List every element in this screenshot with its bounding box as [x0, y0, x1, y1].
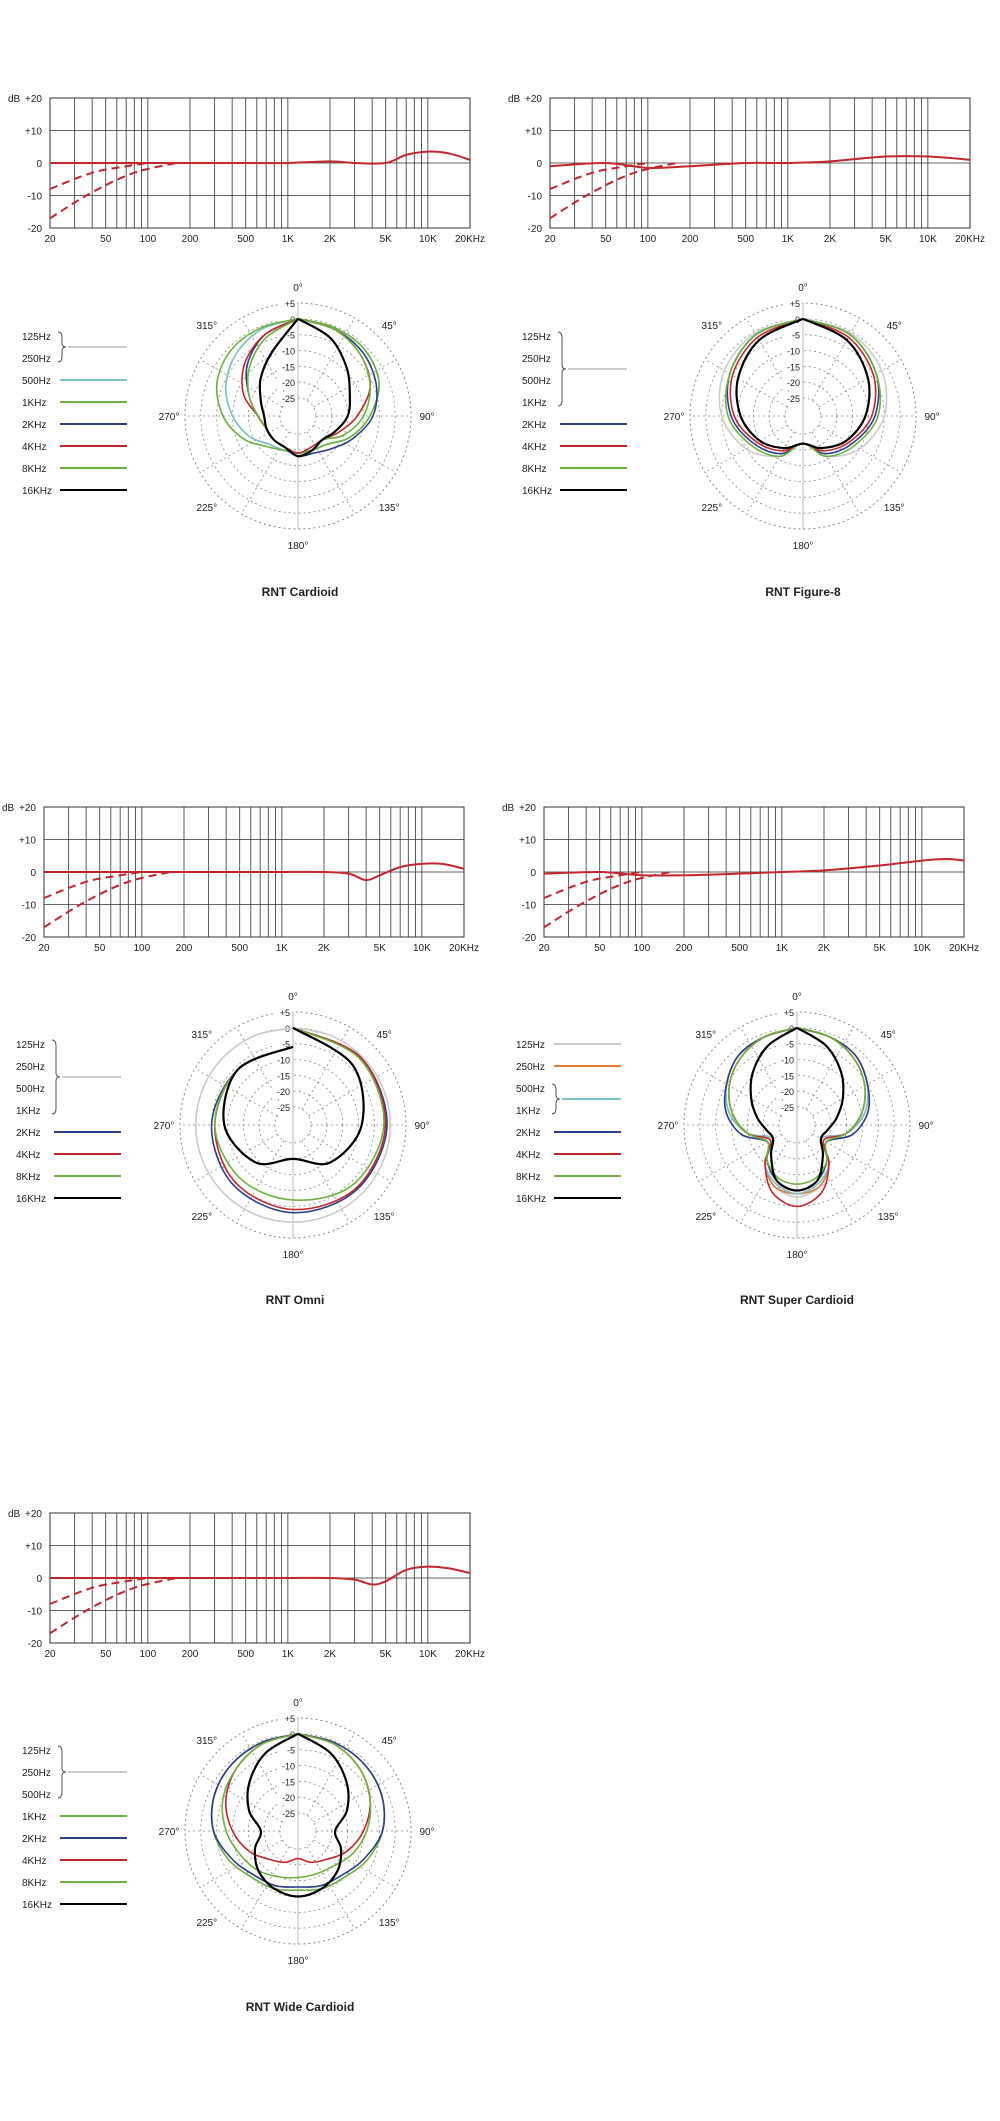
polar-angle-label: 90°	[918, 1121, 934, 1132]
fr-y-tick-label: +10	[519, 835, 536, 847]
polar-angle-label: 90°	[419, 1827, 435, 1838]
polar-angle-label: 0°	[798, 283, 808, 294]
frequency-response-chart	[8, 1509, 485, 1660]
frequency-response-chart	[2, 803, 479, 954]
legend-label: 2KHz	[522, 420, 547, 431]
chart-title: RNT Wide Cardioid	[245, 2000, 355, 2014]
polar-angle-label: 90°	[924, 412, 940, 423]
fr-y-tick-label: 0	[36, 1574, 42, 1585]
legend-label: 16KHz	[22, 1900, 53, 1911]
polar-db-tick-label: -10	[281, 346, 295, 357]
polar-pattern-chart	[159, 283, 435, 552]
fr-rolloff-line-2	[44, 872, 170, 927]
polar-db-tick-label: -15	[281, 1777, 295, 1788]
polar-legend	[522, 332, 627, 497]
fr-x-tick-label: 500	[731, 943, 749, 954]
fr-y-tick-label: 0	[536, 159, 542, 170]
fr-x-tick-label: 500	[737, 234, 755, 245]
fr-x-tick-label: 1K	[281, 234, 294, 245]
polar-db-tick-label: -5	[281, 1039, 290, 1050]
legend-label: 125Hz	[522, 332, 551, 343]
fr-y-tick-label: -10	[21, 900, 36, 912]
fr-y-tick-label: -20	[27, 224, 42, 235]
polar-angle-label: 135°	[373, 1212, 395, 1224]
polar-spoke	[242, 432, 289, 514]
fr-x-tick-label: 1K	[775, 943, 788, 954]
legend-label: 125Hz	[22, 1746, 51, 1757]
polar-pattern-chart	[658, 992, 934, 1261]
fr-x-tick-label: 1K	[781, 234, 794, 245]
chart-title: RNT Figure-8	[765, 585, 841, 599]
fr-y-tick-label: -20	[527, 224, 542, 235]
polar-db-tick-label: -5	[785, 1039, 794, 1050]
legend-label: 250Hz	[16, 1062, 45, 1073]
legend-label: 2KHz	[16, 1128, 41, 1139]
polar-pattern-line	[242, 319, 370, 453]
fr-x-tick-label: 5K	[873, 943, 886, 954]
polar-pattern-line	[260, 319, 350, 456]
fr-x-tick-label: 5K	[379, 234, 392, 245]
legend-label: 8KHz	[516, 1172, 541, 1183]
legend-label: 1KHz	[16, 1106, 41, 1117]
fr-rolloff-line-2	[50, 1578, 176, 1633]
polar-spoke	[806, 1027, 853, 1109]
fr-db-label: dB	[8, 1509, 21, 1520]
fr-x-tick-label: 2K	[317, 943, 331, 954]
polar-db-tick-label: -20	[281, 378, 295, 389]
polar-db-tick-label: -5	[286, 330, 295, 341]
fr-response-line	[544, 859, 964, 876]
mic-pattern-block-1	[8, 94, 485, 599]
polar-angle-label: 0°	[288, 992, 298, 1003]
polar-db-tick-label: -10	[786, 346, 800, 357]
fr-y-tick-label: -10	[27, 191, 42, 203]
polar-angle-label: 225°	[196, 1918, 218, 1930]
polar-db-tick-label: -15	[276, 1071, 290, 1082]
polar-spoke	[200, 1775, 282, 1822]
polar-db-tick-label: -25	[281, 393, 295, 404]
polar-angle-label: 45°	[381, 1735, 397, 1747]
legend-label: 125Hz	[516, 1040, 545, 1051]
fr-x-tick-label: 20KHz	[448, 943, 480, 954]
polar-angle-label: 270°	[663, 412, 685, 423]
fr-x-tick-label: 2K	[823, 234, 837, 245]
legend-label: 1KHz	[22, 1812, 47, 1823]
fr-x-tick-label: 20	[538, 943, 550, 954]
polar-pattern-chart	[154, 992, 430, 1261]
polar-angle-label: 315°	[701, 320, 723, 332]
fr-y-tick-label: +10	[25, 126, 42, 138]
fr-x-tick-label: 100	[139, 234, 157, 245]
legend-brace	[58, 332, 66, 362]
fr-x-tick-label: 10K	[412, 943, 431, 954]
legend-label: 4KHz	[516, 1150, 541, 1161]
polar-db-tick-label: -20	[786, 378, 800, 389]
legend-label: 500Hz	[522, 376, 551, 387]
fr-x-tick-label: 100	[133, 943, 151, 954]
fr-y-tick-label: 0	[530, 868, 536, 879]
fr-rolloff-line-2	[50, 163, 176, 218]
fr-rolloff-line-2	[544, 872, 670, 927]
fr-x-tick-label: 5K	[879, 234, 892, 245]
polar-db-tick-label: -15	[780, 1071, 794, 1082]
legend-label: 4KHz	[16, 1150, 41, 1161]
legend-label: 500Hz	[22, 1790, 51, 1801]
legend-label: 2KHz	[516, 1128, 541, 1139]
fr-x-tick-label: 1K	[281, 1649, 294, 1660]
polar-angle-label: 135°	[378, 503, 400, 515]
fr-x-tick-label: 200	[181, 234, 199, 245]
legend-label: 1KHz	[516, 1106, 541, 1117]
legend-label: 4KHz	[22, 442, 47, 453]
chart-title: RNT Super Cardioid	[739, 1293, 855, 1307]
fr-x-tick-label: 100	[633, 943, 651, 954]
legend-label: 2KHz	[22, 420, 47, 431]
fr-x-tick-label: 20	[44, 1649, 56, 1660]
polar-db-tick-label: 0	[284, 1023, 290, 1034]
fr-x-tick-label: 100	[139, 1649, 157, 1660]
legend-label: 125Hz	[22, 332, 51, 343]
fr-rolloff-line-1	[544, 872, 642, 898]
polar-angle-label: 315°	[695, 1029, 717, 1041]
mic-pattern-block-5	[8, 1509, 485, 2014]
fr-db-label: dB	[8, 94, 21, 105]
polar-angle-label: 180°	[792, 541, 814, 552]
polar-db-tick-label: +5	[284, 299, 295, 309]
polar-spoke	[307, 318, 354, 400]
fr-y-tick-label: +20	[25, 94, 42, 105]
polar-angle-label: 90°	[414, 1121, 430, 1132]
fr-rolloff-line-1	[50, 163, 148, 189]
polar-angle-label: 45°	[376, 1029, 392, 1041]
legend-label: 8KHz	[22, 1878, 47, 1889]
fr-x-tick-label: 20	[544, 234, 556, 245]
frequency-response-chart	[8, 94, 485, 245]
mic-pattern-block-4	[502, 803, 979, 1307]
polar-legend	[22, 332, 127, 497]
polar-db-tick-label: -15	[786, 362, 800, 373]
frequency-response-chart	[502, 803, 979, 954]
fr-x-tick-label: 20KHz	[454, 234, 486, 245]
legend-brace	[58, 1746, 66, 1798]
legend-label: 8KHz	[522, 464, 547, 475]
fr-rolloff-line-2	[550, 163, 676, 218]
fr-x-tick-label: 20	[38, 943, 50, 954]
fr-y-tick-label: -20	[21, 933, 36, 944]
polar-spoke	[314, 1840, 396, 1887]
fr-x-tick-label: 200	[675, 943, 693, 954]
legend-label: 8KHz	[22, 464, 47, 475]
polar-angle-label: 135°	[877, 1212, 899, 1224]
fr-x-tick-label: 2K	[817, 943, 831, 954]
fr-y-tick-label: -20	[27, 1639, 42, 1650]
fr-y-tick-label: +20	[19, 803, 36, 814]
legend-label: 8KHz	[16, 1172, 41, 1183]
mic-pattern-block-3	[2, 803, 479, 1307]
legend-label: 2KHz	[22, 1834, 47, 1845]
fr-x-tick-label: 500	[231, 943, 249, 954]
polar-db-tick-label: -15	[281, 362, 295, 373]
fr-response-line	[50, 152, 470, 164]
fr-x-tick-label: 500	[237, 234, 255, 245]
chart-title: RNT Omni	[265, 1293, 325, 1307]
polar-angle-label: 315°	[191, 1029, 213, 1041]
fr-x-tick-label: 20KHz	[454, 1649, 486, 1660]
polar-spoke	[195, 1069, 277, 1116]
mic-pattern-block-2	[508, 94, 985, 599]
legend-label: 500Hz	[516, 1084, 545, 1095]
legend-label: 1KHz	[22, 398, 47, 409]
fr-x-tick-label: 5K	[379, 1649, 392, 1660]
polar-angle-label: 180°	[287, 541, 309, 552]
polar-pattern-chart	[159, 1698, 435, 1967]
polar-legend	[516, 1040, 621, 1205]
legend-label: 4KHz	[22, 1856, 47, 1867]
legend-label: 1KHz	[522, 398, 547, 409]
legend-brace	[558, 332, 566, 406]
polar-angle-label: 90°	[419, 412, 435, 423]
fr-y-tick-label: -10	[521, 900, 536, 912]
fr-y-tick-label: -10	[27, 1606, 42, 1618]
polar-db-tick-label: -5	[286, 1745, 295, 1756]
fr-x-tick-label: 50	[600, 234, 612, 245]
legend-brace	[52, 1040, 60, 1114]
fr-x-tick-label: 2K	[323, 234, 337, 245]
fr-y-tick-label: -10	[527, 191, 542, 203]
polar-angle-label: 225°	[701, 503, 723, 515]
polar-db-tick-label: -5	[791, 330, 800, 341]
fr-x-tick-label: 20KHz	[948, 943, 980, 954]
polar-db-tick-label: 0	[794, 314, 800, 325]
polar-angle-label: 270°	[158, 1827, 180, 1838]
polar-angle-label: 135°	[378, 1918, 400, 1930]
polar-angle-label: 45°	[381, 320, 397, 332]
polar-angle-label: 0°	[792, 992, 802, 1003]
fr-x-tick-label: 5K	[373, 943, 386, 954]
fr-rolloff-line-1	[44, 872, 142, 898]
fr-rolloff-line-1	[50, 1578, 148, 1604]
fr-x-tick-label: 10K	[418, 234, 437, 245]
polar-db-tick-label: -25	[780, 1102, 794, 1113]
polar-spoke	[699, 1069, 781, 1116]
fr-y-tick-label: 0	[36, 159, 42, 170]
polar-spoke	[705, 360, 787, 407]
legend-label: 250Hz	[516, 1062, 545, 1073]
polar-db-tick-label: 0	[289, 1729, 295, 1740]
polar-angle-label: 135°	[883, 503, 905, 515]
fr-y-tick-label: +10	[25, 1541, 42, 1553]
polar-angle-label: 180°	[282, 1250, 304, 1261]
polar-pattern-chart	[664, 283, 940, 552]
fr-x-tick-label: 200	[681, 234, 699, 245]
polar-angle-label: 180°	[287, 1956, 309, 1967]
polar-db-tick-label: -25	[276, 1102, 290, 1113]
fr-db-label: dB	[508, 94, 521, 105]
fr-y-tick-label: 0	[30, 868, 36, 879]
polar-db-tick-label: -10	[281, 1761, 295, 1772]
polar-angle-label: 270°	[158, 412, 180, 423]
legend-label: 16KHz	[16, 1194, 47, 1205]
fr-x-tick-label: 10K	[918, 234, 937, 245]
polar-db-tick-label: -25	[281, 1808, 295, 1819]
fr-response-line	[550, 156, 970, 168]
polar-angle-label: 45°	[880, 1029, 896, 1041]
polar-db-tick-label: 0	[289, 314, 295, 325]
polar-spoke	[806, 1141, 853, 1223]
frequency-response-chart	[508, 94, 985, 245]
polar-legend	[22, 1746, 127, 1911]
polar-angle-label: 225°	[191, 1212, 213, 1224]
polar-angle-label: 45°	[886, 320, 902, 332]
fr-x-tick-label: 20	[44, 234, 56, 245]
fr-y-tick-label: -20	[521, 933, 536, 944]
legend-label: 250Hz	[522, 354, 551, 365]
fr-x-tick-label: 500	[237, 1649, 255, 1660]
fr-db-label: dB	[502, 803, 515, 814]
legend-label: 16KHz	[522, 486, 553, 497]
fr-x-tick-label: 100	[639, 234, 657, 245]
polar-db-tick-label: +5	[783, 1008, 794, 1018]
polar-db-tick-label: +5	[789, 299, 800, 309]
fr-y-tick-label: +20	[525, 94, 542, 105]
polar-db-tick-label: -10	[780, 1055, 794, 1066]
polar-angle-label: 225°	[196, 503, 218, 515]
legend-label: 125Hz	[16, 1040, 45, 1051]
fr-x-tick-label: 200	[175, 943, 193, 954]
fr-x-tick-label: 50	[594, 943, 606, 954]
legend-label: 16KHz	[22, 486, 53, 497]
polar-db-tick-label: -10	[276, 1055, 290, 1066]
fr-x-tick-label: 50	[100, 234, 112, 245]
polar-db-tick-label: +5	[279, 1008, 290, 1018]
legend-label: 500Hz	[22, 376, 51, 387]
polar-angle-label: 180°	[786, 1250, 808, 1261]
polar-angle-label: 315°	[196, 320, 218, 332]
legend-label: 16KHz	[516, 1194, 547, 1205]
legend-label: 500Hz	[16, 1084, 45, 1095]
polar-db-tick-label: 0	[788, 1023, 794, 1034]
polar-db-tick-label: -20	[276, 1087, 290, 1098]
polar-angle-label: 0°	[293, 283, 303, 294]
polar-db-tick-label: -20	[780, 1087, 794, 1098]
polar-spoke	[314, 425, 396, 472]
fr-response-line	[50, 1567, 470, 1585]
polar-angle-label: 270°	[657, 1121, 679, 1132]
chart-title: RNT Cardioid	[261, 585, 339, 599]
fr-y-tick-label: +20	[25, 1509, 42, 1520]
fr-x-tick-label: 50	[100, 1649, 112, 1660]
fr-x-tick-label: 10K	[912, 943, 931, 954]
fr-x-tick-label: 200	[181, 1649, 199, 1660]
polar-spoke	[741, 1141, 788, 1223]
polar-angle-label: 0°	[293, 1698, 303, 1709]
polar-db-tick-label: +5	[284, 1714, 295, 1724]
fr-x-tick-label: 10K	[418, 1649, 437, 1660]
polar-angle-label: 270°	[153, 1121, 175, 1132]
polar-legend	[16, 1040, 121, 1205]
polar-angle-label: 315°	[196, 1735, 218, 1747]
polar-db-tick-label: -25	[786, 393, 800, 404]
legend-brace	[552, 1084, 560, 1114]
legend-label: 4KHz	[522, 442, 547, 453]
fr-x-tick-label: 20KHz	[954, 234, 986, 245]
polar-angle-label: 225°	[695, 1212, 717, 1224]
legend-label: 250Hz	[22, 354, 51, 365]
fr-db-label: dB	[2, 803, 15, 814]
polar-pattern-line	[223, 1028, 363, 1164]
fr-y-tick-label: +10	[525, 126, 542, 138]
fr-x-tick-label: 50	[94, 943, 106, 954]
fr-y-tick-label: +10	[19, 835, 36, 847]
legend-label: 250Hz	[22, 1768, 51, 1779]
fr-x-tick-label: 2K	[323, 1649, 337, 1660]
fr-x-tick-label: 1K	[275, 943, 288, 954]
polar-db-tick-label: -20	[281, 1793, 295, 1804]
fr-y-tick-label: +20	[519, 803, 536, 814]
